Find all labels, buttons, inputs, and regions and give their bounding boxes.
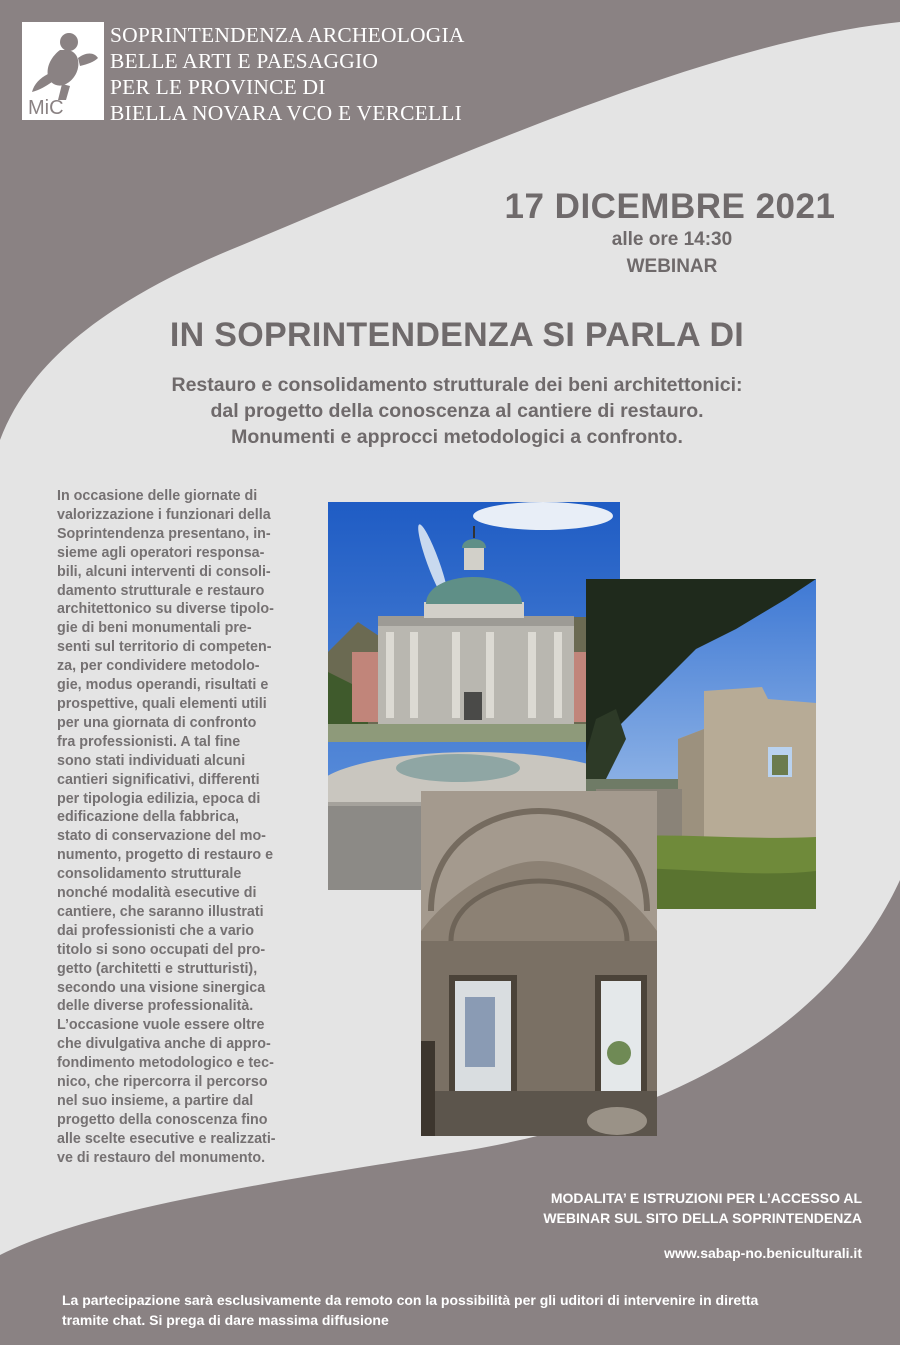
description-line: prospettive, quali elementi utili — [57, 695, 267, 712]
description-line: consolidamento strutturale — [57, 866, 242, 883]
description-line: sieme agli operatori responsa- — [57, 544, 265, 561]
description-line: delle diverse professionalità. — [57, 998, 254, 1015]
description-line: fondimento metodologico e tec- — [57, 1055, 274, 1072]
org-line: SOPRINTENDENZA ARCHEOLOGIA — [110, 23, 465, 47]
description-line: che divulgativa anche di appro- — [57, 1036, 271, 1053]
access-instructions — [450, 1188, 862, 1228]
org-line: PER LE PROVINCE DI — [110, 75, 326, 99]
photo-interior-vault — [421, 791, 657, 1136]
description-line: nico, che ripercorra il percorso — [57, 1074, 268, 1091]
description-line: cantieri significativi, differenti — [57, 771, 260, 788]
subtitle-line: Restauro e consolidamento strutturale dei beni architettonici: — [171, 374, 743, 396]
description-line: gie di beni monumentali pre- — [57, 620, 252, 637]
description-line: edificazione della fabbrica, — [57, 809, 239, 826]
description-line: alle scelte esecutive e realizzati- — [57, 1130, 276, 1147]
access-line: WEBINAR SUL SITO DELLA SOPRINTENDENZA — [543, 1210, 862, 1226]
description-line: bili, alcuni interventi di consoli- — [57, 563, 271, 580]
description-line: numento, progetto di restauro e — [57, 847, 274, 864]
description-line: progetto della conoscenza fino — [57, 1111, 268, 1128]
footer-note — [62, 1290, 882, 1330]
website-link[interactable]: www.sabap-no.beniculturali.it — [664, 1245, 862, 1261]
description-line: valorizzazione i funzionari della — [57, 506, 271, 523]
organization-name — [110, 22, 465, 126]
description-line: getto (architetti e strutturisti), — [57, 960, 258, 977]
subtitle — [80, 372, 834, 450]
description-line: za, per condividere metodolo- — [57, 658, 260, 675]
description-line: secondo una visione sinergica — [57, 979, 266, 996]
access-line: MODALITA’ E ISTRUZIONI PER L’ACCESSO AL — [550, 1190, 862, 1206]
description-line: senti sul territorio di competen- — [57, 639, 272, 656]
description-line: ve di restauro del monumento. — [57, 1149, 266, 1166]
event-date: 17 DICEMBRE 2021 — [504, 187, 836, 226]
description-line: nel suo insieme, a partire dal — [57, 1093, 254, 1109]
description-line: Soprintendenza presentano, in- — [57, 525, 271, 542]
description-text — [57, 487, 317, 1168]
description-line: gie, modus operandi, risultati e — [57, 677, 269, 694]
description-line: damento strutturale e restauro — [57, 582, 265, 599]
description-line: L’occasione vuole essere oltre — [57, 1017, 265, 1034]
description-line: fra professionisti. A tal fine — [57, 733, 241, 750]
description-line: architettonico su diverse tipolo- — [57, 601, 274, 618]
description-line: titolo si sono occupati del pro- — [57, 941, 266, 958]
subtitle-line: Monumenti e approcci metodologici a confronto. — [231, 426, 683, 448]
event-mode: WEBINAR — [626, 256, 718, 277]
main-title: IN SOPRINTENDENZA SI PARLA DI — [169, 316, 745, 354]
footer-line: tramite chat. Si prega di dare massima diffusione — [62, 1312, 389, 1328]
org-line: BELLE ARTI E PAESAGGIO — [110, 49, 379, 73]
description-line: per tipologia edilizia, epoca di — [57, 790, 261, 807]
description-line: sono stati individuati alcuni — [57, 752, 246, 769]
event-time: alle ore 14:30 — [611, 229, 733, 250]
description-line: In occasione delle giornate di — [57, 488, 258, 504]
description-line: stato di conservazione del mo- — [57, 828, 266, 845]
description-line: nonché modalità esecutive di — [57, 885, 257, 902]
mic-logo-label: MiC — [28, 97, 64, 119]
mic-logo — [22, 22, 104, 120]
description-line: cantiere, che saranno illustrati — [57, 903, 264, 920]
description-line: per una giornata di confronto — [57, 714, 257, 731]
description-line: dai professionisti che a vario — [57, 922, 255, 939]
org-line: BIELLA NOVARA VCO E VERCELLI — [110, 101, 463, 125]
subtitle-line: dal progetto della conoscenza al cantiere di restauro. — [210, 400, 704, 422]
footer-line: La partecipazione sarà esclusivamente da remoto con la possibilità per gli uditori di intervenire in diretta — [62, 1292, 759, 1308]
